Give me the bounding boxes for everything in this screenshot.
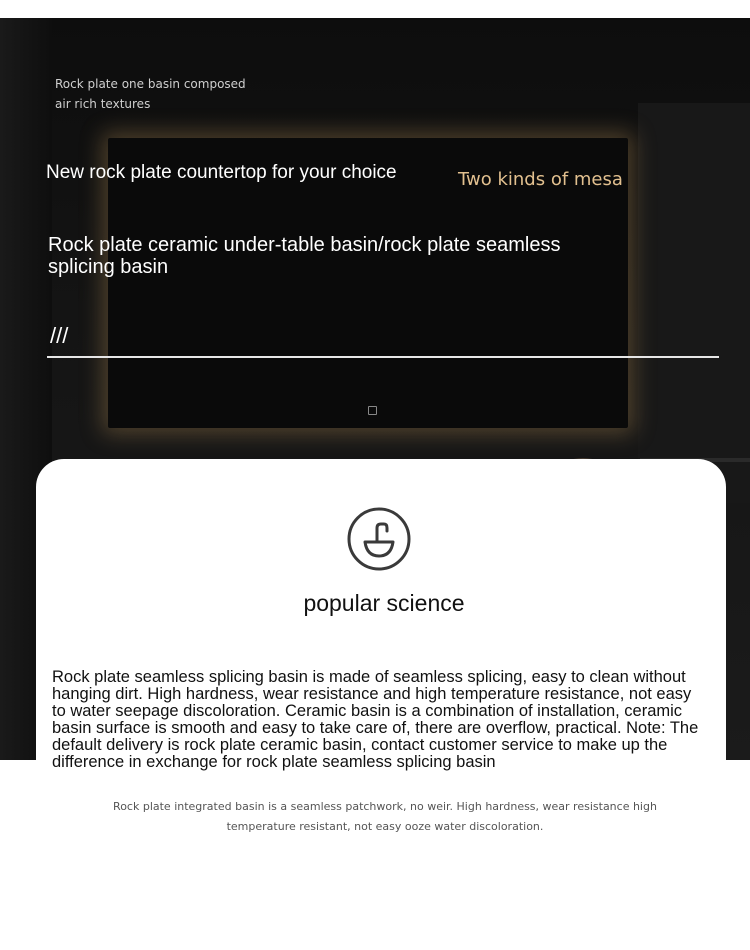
mesa-label: Two kinds of mesa: [458, 169, 623, 190]
headline-basin: Rock plate ceramic under-table basin/rock plate seamless splicing basin: [48, 234, 561, 278]
hero-caption-line-2: air rich textures: [55, 97, 151, 111]
caption-line-1: Rock plate integrated basin is a seamless patchwork, no weir. High hardness, wear resistance high: [113, 800, 657, 813]
divider-line: [47, 356, 719, 358]
wall-cabinet: [638, 103, 750, 503]
slash-decoration: ///: [50, 323, 69, 348]
description-paragraph: Rock plate seamless splicing basin is made of seamless splicing, easy to clean without hanging dirt. High hardness, wear resistance and high temperature resistance, not easy to water seepage discoloration. Ceramic basin is a combination of installation, ceramic basin surface is smooth and easy to take care of, there are overflow, practical. Note: The default delivery is rock plate ceramic basin, contact customer service to make up the difference in exchange for rock plate seamless splicing basin: [52, 668, 699, 771]
sink-icon: [347, 507, 411, 571]
mirror-touch-icon: [368, 406, 377, 415]
hero-caption-line-1: Rock plate one basin composed: [55, 77, 246, 91]
card-title: popular science: [303, 590, 465, 616]
headline-choice: New rock plate countertop for your choice: [46, 162, 397, 183]
caption-line-2: temperature resistant, not easy ooze water discoloration.: [226, 820, 544, 833]
